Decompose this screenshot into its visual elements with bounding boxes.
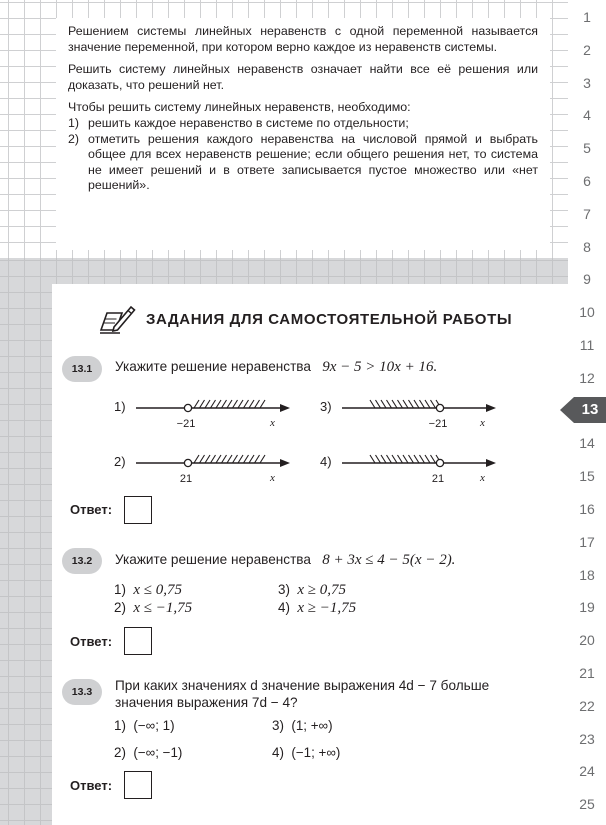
axis-label: x [270,472,275,484]
answer-option [114,582,182,599]
task-prompt-text: Укажите решение неравенства [115,359,311,374]
current-page-tab [560,397,606,423]
margin-number: 16 [579,501,595,517]
margin-number: 5 [583,140,591,157]
task-number-badge: 13.1 [62,356,102,382]
answer-option [272,718,333,733]
tick-label: −21 [428,418,448,430]
hatch-stroke [211,400,216,408]
hatch-stroke [194,400,199,408]
task-prompt-line: При каких значениях d значение выражения 4d − 7 больше [115,678,490,693]
task-number-badge: 13.3 [62,679,102,705]
hatch-stroke [216,455,221,463]
hatch-stroke [387,400,392,408]
open-point-marker [436,404,443,411]
margin-number: 15 [579,468,595,485]
theory-solve-meaning: Решить систему линейных неравенств означает найти все её решения или доказать, что решений нет. [68,62,538,92]
hatch-stroke [216,400,221,408]
task-number-badge: 13.2 [62,548,102,574]
task-inequality: 8 + 3x ≤ 4 − 5(x − 2). [322,552,456,568]
option-number: 2) [114,454,126,469]
theory-step: 2) отметить решения каждого неравенства на числовой прямой и выбрать общее для всех неравенств решение; если общего решения нет, то система не имеет решений и в ответе записывается пустое множество или «нет решений». [68,131,538,193]
answer-option [114,745,182,760]
margin-number: 11 [579,337,595,353]
answer-option [114,600,192,617]
margin-number: 21 [579,665,595,681]
hatch-stroke [255,455,260,463]
option-number: 2) [114,600,126,615]
margin-number: 1 [583,9,591,25]
hatch-stroke [222,455,227,463]
option-value: (−1; +∞) [291,745,341,760]
task-inequality: 9x − 5 > 10x + 16. [322,359,438,375]
option-number: 2) [114,745,126,760]
hatch-stroke [244,455,249,463]
hatch-stroke [398,400,403,408]
answer-option [114,718,175,733]
axis-label: x [480,417,485,429]
hatch-stroke [233,400,238,408]
hatch-stroke [200,400,205,408]
hatch-stroke [227,455,232,463]
option-value: x ≥ 0,75 [297,582,347,598]
answer-label: Ответ: [70,502,113,517]
tick-label: 21 [431,473,445,485]
margin-number: 14 [579,435,595,452]
hatch-stroke [381,455,386,463]
option-number: 1) [114,718,126,733]
hatch-stroke [403,400,408,408]
answer-option [278,582,346,599]
margin-number: 7 [583,205,591,222]
hatch-stroke [420,400,425,408]
margin-number: 6 [583,173,591,189]
answer-option [278,600,356,617]
axis-arrow-icon [486,404,496,412]
option-value: (−∞; −1) [133,745,183,760]
option-value: (−∞; 1) [133,718,175,733]
margin-number: 18 [579,566,595,583]
margin-number: 24 [579,763,595,780]
option-number: 4) [320,454,332,469]
hatch-stroke [227,400,232,408]
tick-label: 21 [179,473,193,485]
hatch-stroke [233,455,238,463]
hatch-stroke [205,400,210,408]
hatch-stroke [381,400,386,408]
hatch-stroke [414,400,419,408]
answer-input-box[interactable] [124,496,152,524]
option-number: 4) [272,745,284,760]
margin-number: 4 [583,107,591,124]
theory-step: 1) решить каждое неравенство в системе по отдельности; [68,115,409,130]
option-number: 1) [114,582,126,597]
section-header [98,302,512,336]
hatch-stroke [420,455,425,463]
margin-number: 17 [579,533,595,550]
answer-input-box[interactable] [124,771,152,799]
margin-number: 2 [583,41,591,58]
tick-label: −21 [176,418,196,430]
axis-arrow-icon [486,459,496,467]
hatch-stroke [376,400,381,408]
hatch-stroke [409,455,414,463]
margin-number: 22 [579,697,595,714]
hatch-stroke [387,455,392,463]
hatch-stroke [249,455,254,463]
number-line-option [114,452,294,492]
hatch-stroke [222,400,227,408]
hatch-stroke [403,455,408,463]
axis-label: x [480,472,485,484]
option-value: x ≤ −1,75 [133,600,193,616]
hatch-stroke [376,455,381,463]
hatch-stroke [200,455,205,463]
task-prompt-line: значения выражения 7d − 4? [115,695,298,710]
hatch-stroke [194,455,199,463]
axis-label: x [270,417,275,429]
open-point-marker [184,459,191,466]
hatch-stroke [431,400,436,408]
margin-number: 10 [579,304,595,321]
option-number: 1) [114,399,126,414]
option-value: x ≥ −1,75 [297,600,357,616]
hatch-stroke [249,400,254,408]
theory-definition: Решением системы линейных неравенств с одной переменной называется значение переменной, при котором верно каждое из неравенств системы. [68,24,538,54]
answer-label: Ответ: [70,778,113,793]
option-number: 3) [278,582,290,597]
hatch-stroke [205,455,210,463]
option-number: 3) [272,718,284,733]
margin-number: 25 [579,796,595,813]
margin-number: 20 [579,632,595,649]
margin-number: 23 [579,730,595,747]
hatch-stroke [414,455,419,463]
option-value: (1; +∞) [291,718,333,733]
margin-number: 8 [583,238,591,255]
theory-steps-intro: Чтобы решить систему линейных неравенств, необходимо: [68,100,411,115]
answer-label: Ответ: [70,634,113,649]
margin-number: 9 [583,271,591,288]
margin-number: 19 [579,599,595,616]
pencil-notebook-icon [98,303,136,335]
hatch-stroke [425,455,430,463]
axis-arrow-icon [280,459,290,467]
hatch-stroke [255,400,260,408]
hatch-stroke [238,455,243,463]
task-prompt [115,358,437,376]
hatch-stroke [370,400,375,408]
current-page-number: 13 [581,401,599,418]
open-point-marker [184,404,191,411]
task-prompt-text: Укажите решение неравенства [115,552,311,567]
option-number: 4) [278,600,290,615]
option-value: x ≤ 0,75 [133,582,183,598]
answer-input-box[interactable] [124,627,152,655]
section-title: ЗАДАНИЯ ДЛЯ САМОСТОЯТЕЛЬНОЙ РАБОТЫ [146,310,513,328]
open-point-marker [436,459,443,466]
number-line-option [114,397,294,437]
hatch-stroke [211,455,216,463]
hatch-stroke [425,400,430,408]
number-line-option [320,397,500,437]
hatch-stroke [409,400,414,408]
hatch-stroke [244,400,249,408]
hatch-stroke [392,400,397,408]
number-line-option [320,452,500,492]
hatch-stroke [238,400,243,408]
task-prompt [115,551,455,569]
hatch-stroke [398,455,403,463]
margin-number: 3 [583,74,591,91]
margin-number: 12 [579,369,595,386]
theory-box [56,18,550,250]
hatch-stroke [370,455,375,463]
task-prompt [115,677,555,711]
hatch-stroke [431,455,436,463]
answer-option [272,745,340,760]
option-number: 3) [320,399,332,414]
hatch-stroke [260,400,265,408]
hatch-stroke [260,455,265,463]
axis-arrow-icon [280,404,290,412]
hatch-stroke [392,455,397,463]
